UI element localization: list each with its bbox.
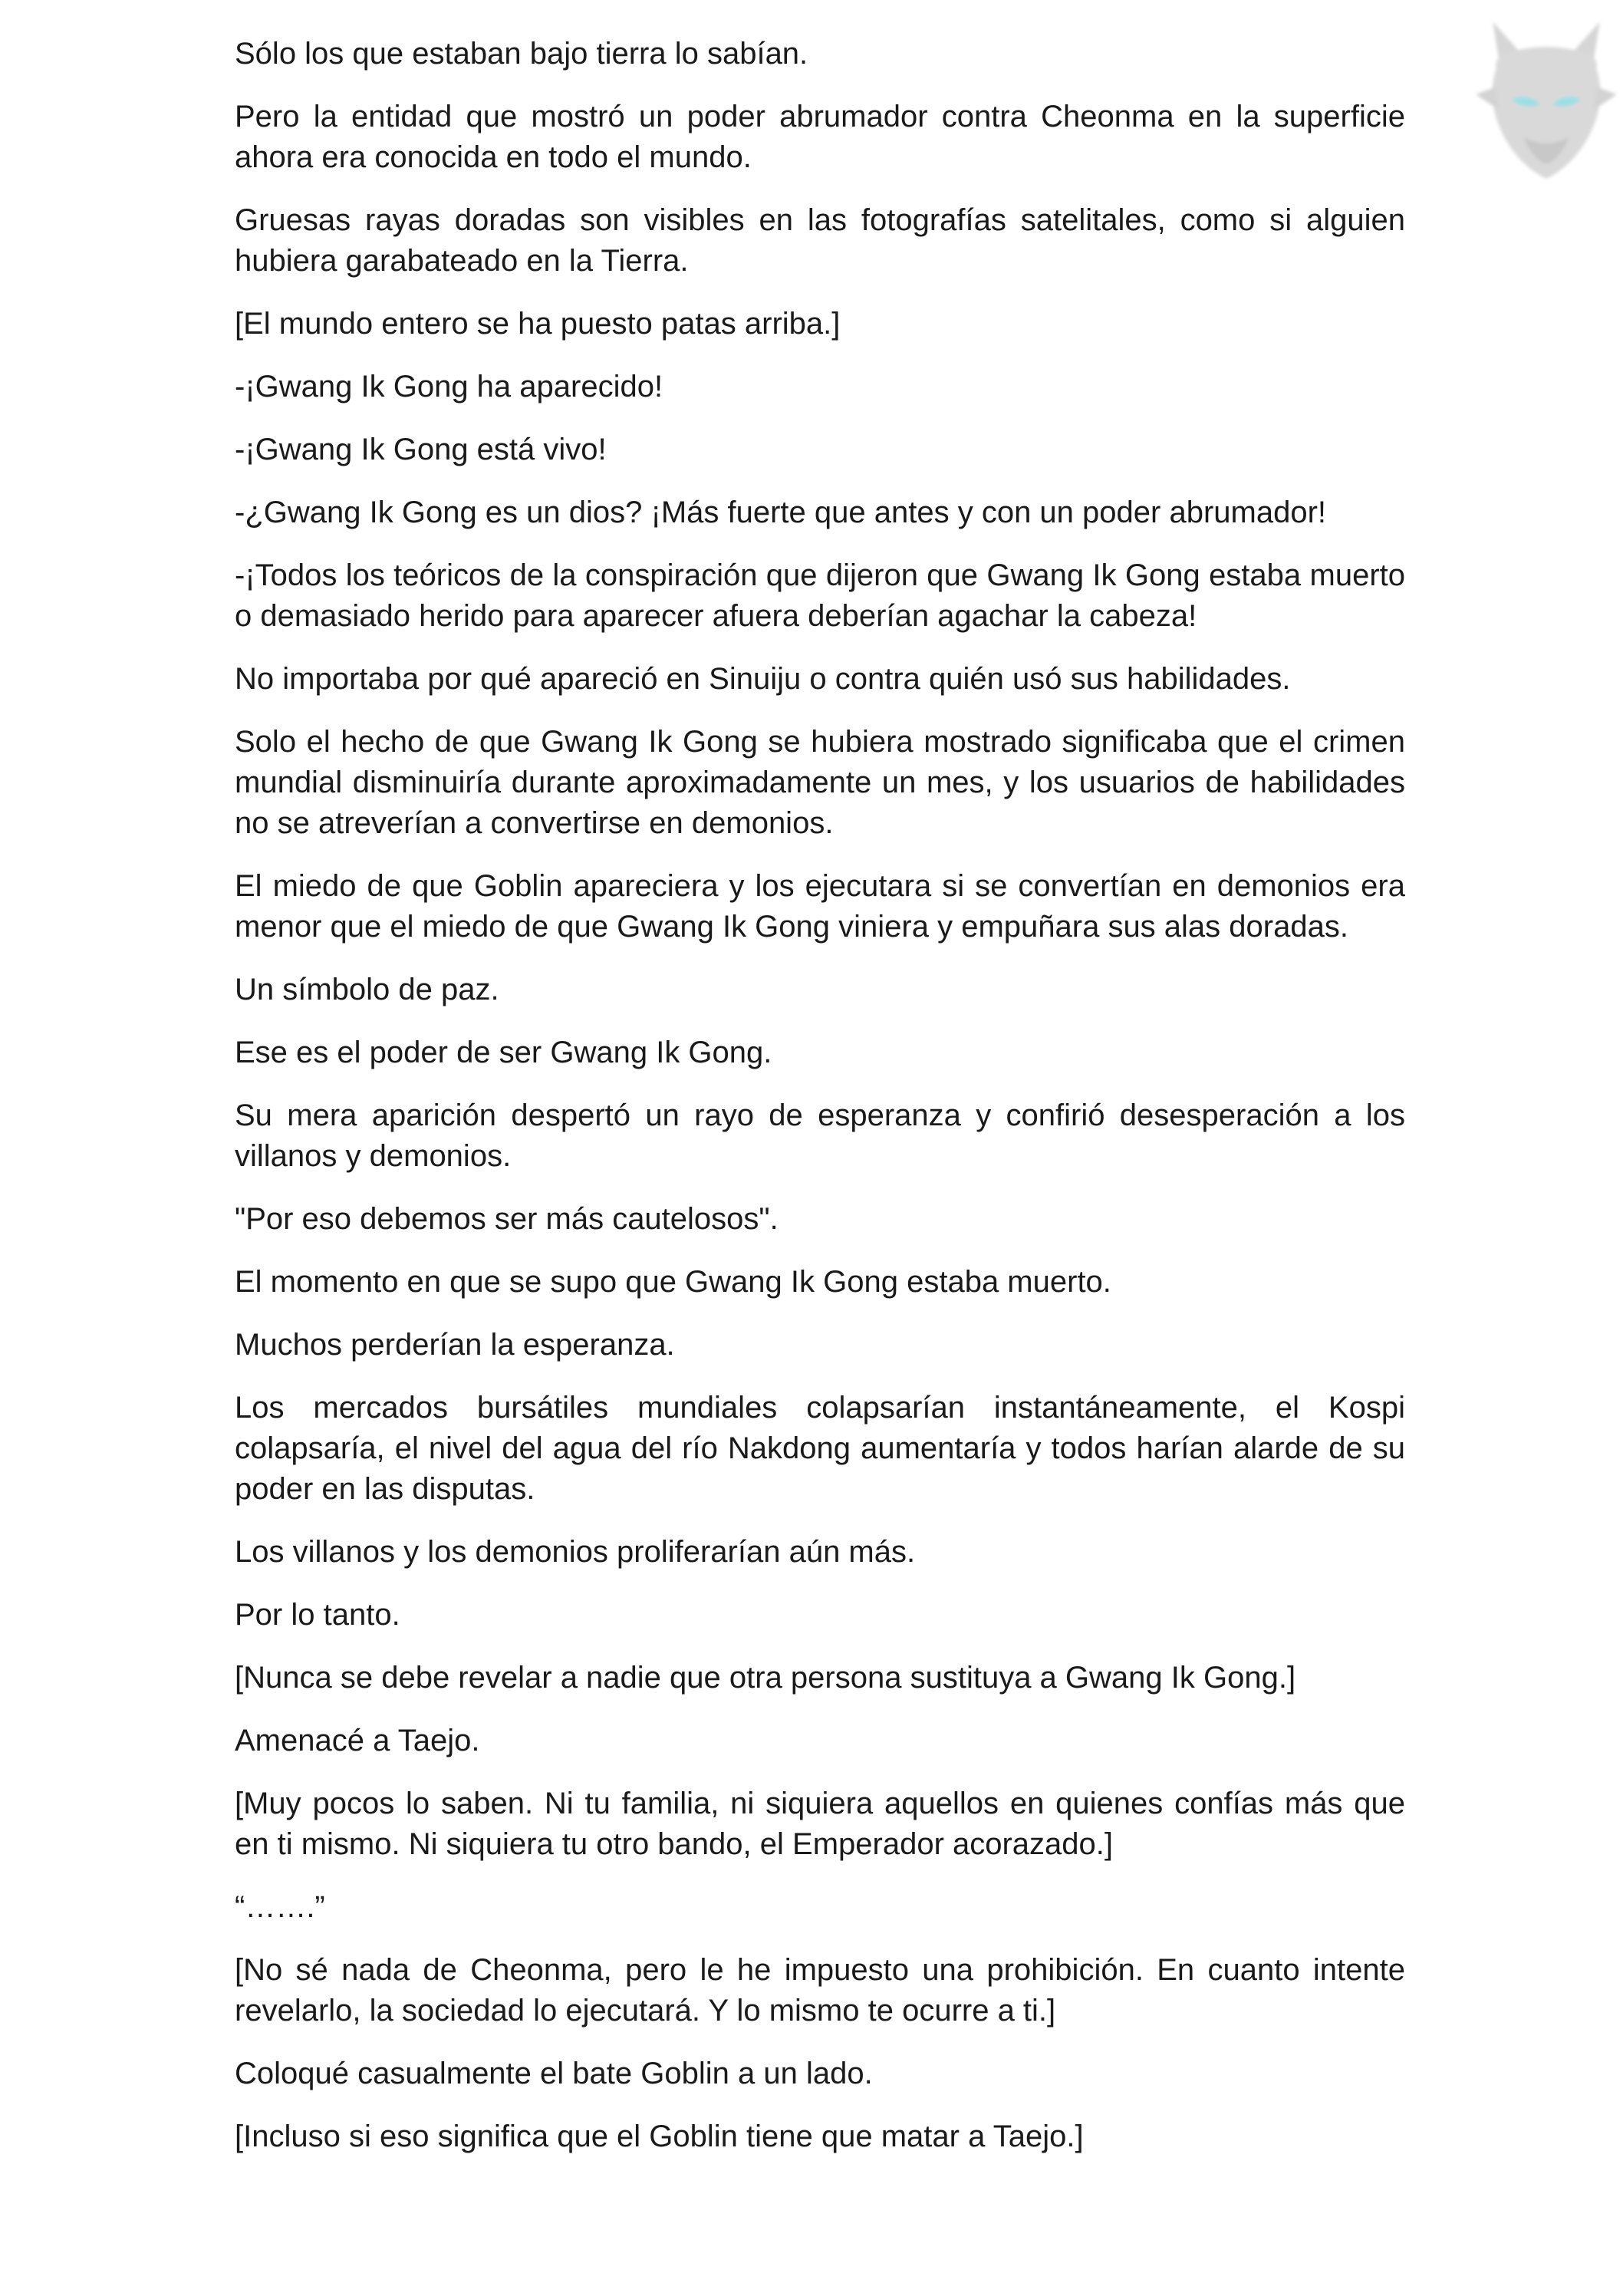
paragraph: El miedo de que Goblin apareciera y los ejecutara si se convertían en demonios era menor que el miedo de que Gwang Ik Gong viniera y empuñara sus alas doradas. xyxy=(235,869,1405,944)
paragraph: [Nunca se debe revelar a nadie que otra persona sustituya a Gwang Ik Gong.] xyxy=(235,1661,1296,1695)
paragraph: “…….” xyxy=(235,1890,325,1924)
paragraph: -¿Gwang Ik Gong es un dios? ¡Más fuerte que antes y con un poder abrumador! xyxy=(235,496,1327,529)
paragraph: Un símbolo de paz. xyxy=(235,973,499,1006)
paragraph: Ese es el poder de ser Gwang Ik Gong. xyxy=(235,1036,772,1069)
paragraph: [El mundo entero se ha puesto patas arriba.] xyxy=(235,307,841,341)
document-body xyxy=(235,34,1405,2179)
paragraph: Muchos perderían la esperanza. xyxy=(235,1328,675,1362)
paragraph: -¡Gwang Ik Gong ha aparecido! xyxy=(235,370,663,404)
paragraph: [No sé nada de Cheonma, pero le he impuesto una prohibición. En cuanto intente revelarlo, la sociedad lo ejecutará. Y lo mismo te ocurre a ti.] xyxy=(235,1953,1405,2028)
paragraph: Los villanos y los demonios proliferarían aún más. xyxy=(235,1535,916,1569)
paragraph: Amenacé a Taejo. xyxy=(235,1724,480,1757)
paragraph: Coloqué casualmente el bate Goblin a un lado. xyxy=(235,2057,873,2090)
paragraph: [Incluso si eso significa que el Goblin tiene que matar a Taejo.] xyxy=(235,2120,1084,2153)
paragraph: Sólo los que estaban bajo tierra lo sabían. xyxy=(235,37,808,71)
paragraph: -¡Todos los teóricos de la conspiración que dijeron que Gwang Ik Gong estaba muerto o demasiado herido para aparecer afuera deberían agachar la cabeza! xyxy=(235,558,1405,633)
goblin-watermark-icon xyxy=(1470,14,1623,190)
paragraph: Gruesas rayas doradas son visibles en las fotografías satelitales, como si alguien hubiera garabateado en la Tierra. xyxy=(235,203,1405,278)
paragraph: No importaba por qué apareció en Sinuiju o contra quién usó sus habilidades. xyxy=(235,662,1291,696)
paragraph: Solo el hecho de que Gwang Ik Gong se hubiera mostrado significaba que el crimen mundial disminuiría durante aproximadamente un mes, y los usuarios de habilidades no se atreverían a convertirse en demonios. xyxy=(235,725,1405,840)
paragraph: Los mercados bursátiles mundiales colapsarían instantáneamente, el Kospi colapsaría, el nivel del agua del río Nakdong aumentaría y todos harían alarde de su poder en las disputas. xyxy=(235,1391,1405,1506)
paragraph: El momento en que se supo que Gwang Ik Gong estaba muerto. xyxy=(235,1265,1111,1299)
paragraph: -¡Gwang Ik Gong está vivo! xyxy=(235,433,607,466)
paragraph: Su mera aparición despertó un rayo de esperanza y confirió desesperación a los villanos y demonios. xyxy=(235,1099,1405,1173)
paragraph: Por lo tanto. xyxy=(235,1598,400,1632)
paragraph: Pero la entidad que mostró un poder abrumador contra Cheonma en la superficie ahora era conocida en todo el mundo. xyxy=(235,100,1405,174)
paragraph: [Muy pocos lo saben. Ni tu familia, ni siquiera aquellos en quienes confías más que en ti mismo. Ni siquiera tu otro bando, el Emperador acorazado.] xyxy=(235,1787,1405,1861)
paragraph: "Por eso debemos ser más cautelosos". xyxy=(235,1202,779,1236)
